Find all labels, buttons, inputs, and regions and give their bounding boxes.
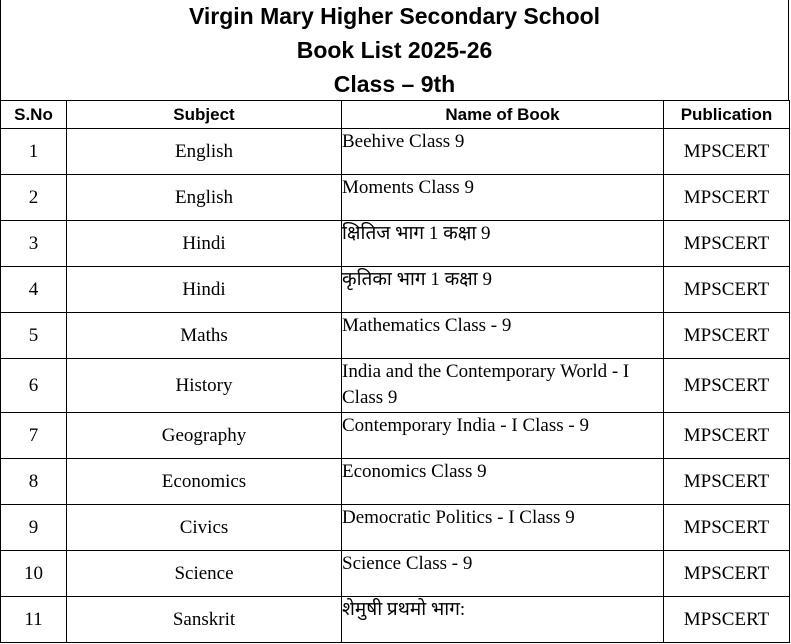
cell-publication: MPSCERT — [664, 129, 790, 175]
cell-book: Science Class - 9 — [342, 551, 664, 597]
table-row — [1, 459, 790, 505]
cell-publication: MPSCERT — [664, 221, 790, 267]
cell-subject: Economics — [67, 459, 342, 505]
cell-publication: MPSCERT — [664, 597, 790, 643]
table-row — [1, 413, 790, 459]
cell-publication: MPSCERT — [664, 551, 790, 597]
cell-sno: 4 — [1, 267, 67, 313]
cell-sno: 5 — [1, 313, 67, 359]
cell-subject: Hindi — [67, 221, 342, 267]
cell-subject: Civics — [67, 505, 342, 551]
cell-sno: 3 — [1, 221, 67, 267]
cell-book: Mathematics Class - 9 — [342, 313, 664, 359]
cell-sno: 11 — [1, 597, 67, 643]
cell-sno: 6 — [1, 359, 67, 413]
column-header-sno: S.No — [1, 101, 67, 129]
cell-book: क्षितिज भाग 1 कक्षा 9 — [342, 221, 664, 267]
table-row — [1, 313, 790, 359]
school-name: Virgin Mary Higher Secondary School — [188, 3, 601, 29]
cell-sno: 9 — [1, 505, 67, 551]
cell-sno: 8 — [1, 459, 67, 505]
table-row — [1, 175, 790, 221]
cell-sno: 10 — [1, 551, 67, 597]
cell-book: Economics Class 9 — [342, 459, 664, 505]
cell-publication: MPSCERT — [664, 267, 790, 313]
table-row — [1, 221, 790, 267]
table-row — [1, 597, 790, 643]
table-row — [1, 359, 790, 413]
cell-book: कृतिका भाग 1 कक्षा 9 — [342, 267, 664, 313]
cell-subject: Geography — [67, 413, 342, 459]
document-header — [0, 0, 789, 100]
table-row — [1, 505, 790, 551]
cell-publication: MPSCERT — [664, 313, 790, 359]
cell-sno: 2 — [1, 175, 67, 221]
column-header-publication: Publication — [664, 101, 790, 129]
cell-subject: English — [67, 175, 342, 221]
cell-subject: Sanskrit — [67, 597, 342, 643]
cell-subject: English — [67, 129, 342, 175]
cell-book: India and the Contemporary World - I Class 9 — [342, 359, 664, 413]
cell-subject: Science — [67, 551, 342, 597]
cell-sno: 1 — [1, 129, 67, 175]
cell-book: Contemporary India - I Class - 9 — [342, 413, 664, 459]
list-title: Book List 2025-26 — [296, 37, 493, 63]
cell-publication: MPSCERT — [664, 175, 790, 221]
class-label: Class – 9th — [333, 71, 456, 97]
cell-subject: History — [67, 359, 342, 413]
cell-book: Moments Class 9 — [342, 175, 664, 221]
cell-publication: MPSCERT — [664, 359, 790, 413]
column-header-subject: Subject — [67, 101, 342, 129]
cell-subject: Hindi — [67, 267, 342, 313]
cell-subject: Maths — [67, 313, 342, 359]
cell-book: शेमुषी प्रथमो भाग: — [342, 597, 664, 643]
cell-publication: MPSCERT — [664, 413, 790, 459]
cell-book: Beehive Class 9 — [342, 129, 664, 175]
cell-book: Democratic Politics - I Class 9 — [342, 505, 664, 551]
column-header-book: Name of Book — [342, 101, 664, 129]
table-header-row — [1, 101, 790, 129]
book-list-table — [0, 100, 790, 643]
table-row — [1, 551, 790, 597]
table-row — [1, 129, 790, 175]
cell-sno: 7 — [1, 413, 67, 459]
cell-publication: MPSCERT — [664, 505, 790, 551]
cell-publication: MPSCERT — [664, 459, 790, 505]
table-row — [1, 267, 790, 313]
